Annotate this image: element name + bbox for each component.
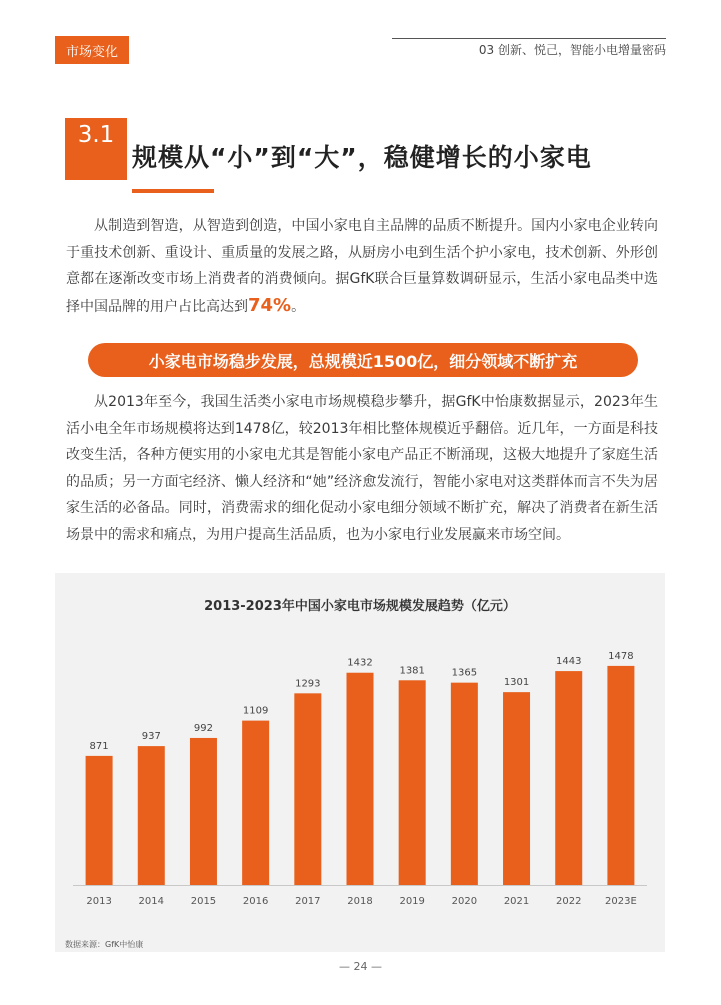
bar-2014 bbox=[138, 746, 165, 885]
bar-2019 bbox=[399, 680, 426, 885]
body-text: 从2013年至今，我国生活类小家电市场规模稳步攀升，据GfK中怡康数据显示，2023年生活小电全年市场规模将达到1478亿，较2013年相比整体规模近乎翻倍。近几年，一方面是科技改变生活，各种方便实用的小家电尤其是智能小家电产品正不断涌现，这极大地提升了家庭生活的品质；另一方面宅经济、懒人经济和“她”经济愈发流行，智能小家电对这类群体而言不失为居家生活的必备品。同时，消费需求的细化促动小家电细分领域不断扩充，解决了消费者在新生活场景中的需求和痛点，为用户提高生活品质，也为小家电行业发展赢来市场空间。 bbox=[66, 394, 658, 543]
chapter-title: 03 创新、悦己，智能小电增量密码 bbox=[478, 43, 666, 57]
chart-title: 2013-2023年中国小家电市场规模发展趋势（亿元） bbox=[204, 599, 516, 614]
tick-label-2019: 2019 bbox=[399, 896, 425, 907]
data-label-2022: 1443 bbox=[556, 656, 582, 668]
bar-2017 bbox=[294, 693, 321, 885]
tick-label-2018: 2018 bbox=[347, 896, 373, 907]
body-paragraph bbox=[66, 389, 658, 548]
data-label-2021: 1301 bbox=[503, 677, 530, 689]
data-label-2013: 871 bbox=[89, 740, 109, 752]
data-label-2019: 1381 bbox=[399, 665, 425, 677]
chart-source: 数据来源：GfK中怡康 bbox=[65, 940, 144, 949]
bar-2015 bbox=[190, 738, 217, 885]
tick-label-2015: 2015 bbox=[190, 896, 217, 907]
header-divider bbox=[392, 38, 666, 39]
section-tag: 市场变化 bbox=[55, 36, 129, 64]
intro-text: 从制造到智造，从智造到创造，中国小家电自主品牌的品质不断提升。国内小家电企业转向于重技术创新、重设计、重质量的发展之路，从厨房小电到生活个护小家电，技术创新、外形创意都在逐渐改变市场上消费者的消费倾向。据GfK联合巨量算数调研显示，生活小家电品类中选择中国品牌的用户占比高达到 bbox=[66, 218, 658, 315]
bar-2018 bbox=[347, 673, 374, 885]
data-label-2018: 1432 bbox=[347, 657, 373, 669]
intro-highlight: 74% bbox=[248, 294, 292, 316]
tick-label-2020: 2020 bbox=[451, 896, 478, 907]
tick-label-2021: 2021 bbox=[503, 896, 530, 907]
bar-chart bbox=[55, 573, 665, 933]
data-label-2023E: 1478 bbox=[608, 650, 634, 662]
tick-label-2016: 2016 bbox=[242, 896, 269, 907]
chart-panel bbox=[55, 573, 665, 952]
data-label-2016: 1109 bbox=[242, 705, 269, 717]
bar-2016 bbox=[242, 721, 269, 885]
bar-2023E bbox=[607, 666, 634, 885]
data-label-2020: 1365 bbox=[451, 667, 478, 679]
intro-paragraph bbox=[66, 213, 658, 320]
tick-label-2022: 2022 bbox=[556, 896, 582, 907]
page-number: — 24 — bbox=[339, 960, 382, 973]
section-underline bbox=[132, 189, 214, 193]
subheading-banner: 小家电市场稳步发展，总规模近1500亿，细分领域不断扩充 bbox=[88, 343, 638, 377]
intro-end: 。 bbox=[291, 298, 306, 315]
data-label-2017: 1293 bbox=[295, 678, 321, 690]
bar-2013 bbox=[86, 756, 113, 885]
tick-label-2014: 2014 bbox=[138, 896, 164, 907]
data-label-2014: 937 bbox=[141, 731, 161, 743]
data-label-2015: 992 bbox=[193, 722, 214, 734]
bar-2022 bbox=[555, 671, 582, 885]
tick-label-2023E: 2023E bbox=[605, 896, 637, 907]
bar-2021 bbox=[503, 692, 530, 885]
bar-2020 bbox=[451, 683, 478, 885]
section-title: 规模从“小”到“大”，稳健增长的小家电 bbox=[132, 143, 592, 172]
tick-label-2013: 2013 bbox=[86, 896, 112, 907]
section-number: 3.1 bbox=[65, 118, 127, 180]
tick-label-2017: 2017 bbox=[295, 896, 321, 907]
